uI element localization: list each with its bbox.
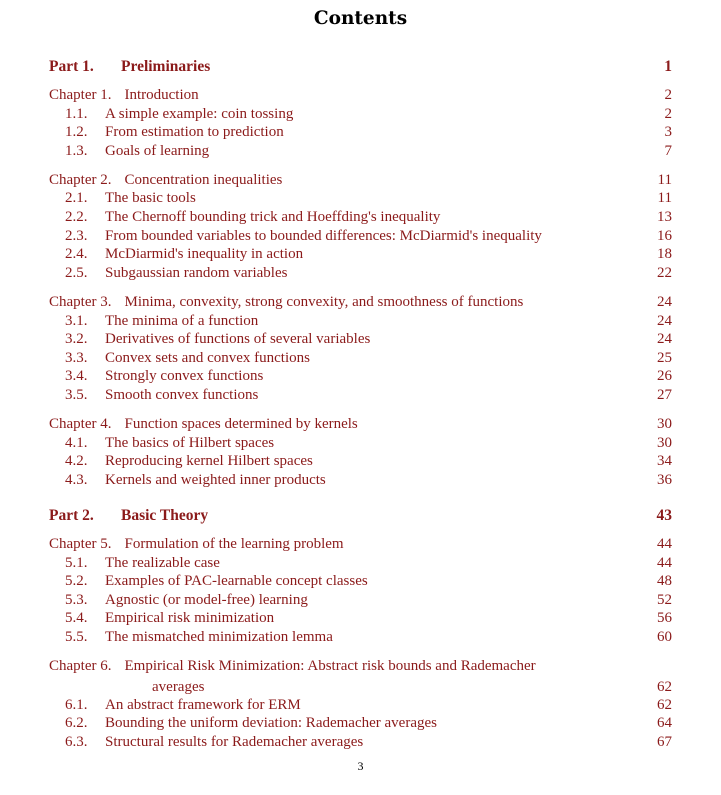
toc-section[interactable]: [49, 573, 672, 590]
toc-section[interactable]: [49, 190, 672, 207]
section-title: The basic tools: [105, 190, 196, 206]
section-number: 3.3.: [65, 350, 88, 366]
section-title: Reproducing kernel Hilbert spaces: [105, 453, 313, 469]
section-number: 3.1.: [65, 313, 88, 329]
section-page: 24: [657, 331, 672, 347]
toc-section[interactable]: [49, 106, 672, 123]
toc-section[interactable]: [49, 629, 672, 646]
section-page: 7: [664, 143, 672, 159]
toc-section[interactable]: [49, 143, 672, 160]
part-title: Preliminaries: [121, 58, 211, 75]
section-page: 26: [657, 368, 672, 384]
section-number: 2.5.: [65, 265, 88, 281]
section-page: 24: [657, 313, 672, 329]
section-page: 13: [657, 209, 672, 225]
chapter-title: Introduction: [124, 87, 199, 103]
part-page: 1: [664, 58, 672, 75]
section-number: 1.2.: [65, 124, 88, 140]
toc-part-1[interactable]: [49, 58, 672, 76]
section-number: 5.5.: [65, 629, 88, 645]
chapter-title: Minima, convexity, strong convexity, and smoothness of functions: [124, 294, 524, 310]
section-title: Subgaussian random variables: [105, 265, 288, 281]
chapter-title: Concentration inequalities: [124, 172, 283, 188]
toc-section[interactable]: [49, 472, 672, 489]
section-title: Agnostic (or model-free) learning: [105, 592, 308, 608]
section-number: 6.2.: [65, 715, 88, 731]
section-number: 4.3.: [65, 472, 88, 488]
section-title: The realizable case: [105, 555, 220, 571]
toc-section[interactable]: [49, 435, 672, 452]
section-title: The basics of Hilbert spaces: [105, 435, 275, 451]
section-number: 1.1.: [65, 106, 88, 122]
section-page: 27: [657, 387, 672, 403]
section-title: Strongly convex functions: [105, 368, 264, 384]
toc-section[interactable]: [49, 697, 672, 714]
toc-section[interactable]: [49, 209, 672, 226]
page-title: Contents: [313, 8, 408, 29]
section-number: 5.2.: [65, 573, 88, 589]
toc-section[interactable]: [49, 124, 672, 141]
chapter-label: Chapter 6.: [49, 658, 112, 674]
toc-section[interactable]: [49, 734, 672, 751]
section-number: 3.2.: [65, 331, 88, 347]
section-page: 56: [657, 610, 672, 626]
chapter-label: Chapter 4.: [49, 416, 112, 432]
toc-section[interactable]: [49, 453, 672, 470]
chapter-page: 2: [664, 87, 672, 103]
section-page: 34: [657, 453, 672, 469]
section-page: 64: [657, 715, 672, 731]
section-number: 6.1.: [65, 697, 88, 713]
section-page: 52: [657, 592, 672, 608]
part-label: Part 2.: [49, 507, 94, 524]
section-title: Bounding the uniform deviation: Rademacher averages: [105, 715, 437, 731]
section-title: Convex sets and convex functions: [105, 350, 310, 366]
chapter-page: 44: [657, 536, 672, 552]
chapter-page: 62: [657, 679, 672, 695]
toc-section[interactable]: [49, 592, 672, 609]
section-page: 25: [657, 350, 672, 366]
toc-chapter-6[interactable]: [49, 658, 672, 675]
section-page: 67: [657, 734, 672, 750]
part-page: 43: [656, 507, 672, 524]
section-number: 3.4.: [65, 368, 88, 384]
section-number: 2.2.: [65, 209, 88, 225]
toc-section[interactable]: [49, 246, 672, 263]
part-label: Part 1.: [49, 58, 94, 75]
section-title: An abstract framework for ERM: [105, 697, 301, 713]
section-page: 11: [657, 190, 672, 206]
section-title: Goals of learning: [105, 143, 210, 159]
section-title: A simple example: coin tossing: [105, 106, 294, 122]
section-page: 48: [657, 573, 672, 589]
section-number: 5.4.: [65, 610, 88, 626]
toc-section[interactable]: [49, 313, 672, 330]
toc-section[interactable]: [49, 715, 672, 732]
section-title: The minima of a function: [105, 313, 259, 329]
chapter-label: Chapter 2.: [49, 172, 112, 188]
chapter-page: 11: [657, 172, 672, 188]
section-number: 5.3.: [65, 592, 88, 608]
section-page: 2: [664, 106, 672, 122]
toc-chapter-3[interactable]: [49, 294, 672, 311]
section-number: 3.5.: [65, 387, 88, 403]
section-title: McDiarmid's inequality in action: [105, 246, 304, 262]
section-title: From estimation to prediction: [105, 124, 284, 140]
section-title: Derivatives of functions of several variables: [105, 331, 371, 347]
section-page: 44: [657, 555, 672, 571]
section-title: Structural results for Rademacher averages: [105, 734, 364, 750]
section-title: Examples of PAC-learnable concept classes: [105, 573, 368, 589]
chapter-page: 30: [657, 416, 672, 432]
section-page: 30: [657, 435, 672, 451]
section-number: 4.2.: [65, 453, 88, 469]
section-number: 2.4.: [65, 246, 88, 262]
toc-section[interactable]: [49, 368, 672, 385]
toc-section[interactable]: [49, 331, 672, 348]
section-page: 18: [657, 246, 672, 262]
page-number: 3: [357, 759, 364, 773]
section-page: 3: [664, 124, 672, 140]
toc-part-2[interactable]: [49, 507, 672, 525]
section-number: 5.1.: [65, 555, 88, 571]
section-page: 36: [657, 472, 672, 488]
section-number: 4.1.: [65, 435, 88, 451]
section-title: The Chernoff bounding trick and Hoeffding's inequality: [105, 209, 441, 225]
section-number: 2.3.: [65, 228, 88, 244]
toc-section[interactable]: [49, 228, 672, 245]
chapter-title: Function spaces determined by kernels: [124, 416, 358, 432]
toc-chapter-4[interactable]: [49, 416, 672, 433]
chapter-title-continuation: averages: [152, 679, 205, 695]
section-title: Kernels and weighted inner products: [105, 472, 326, 488]
part-title: Basic Theory: [121, 507, 209, 524]
section-number: 2.1.: [65, 190, 88, 206]
section-title: Empirical risk minimization: [105, 610, 275, 626]
section-page: 60: [657, 629, 672, 645]
section-page: 22: [657, 265, 672, 281]
toc-section[interactable]: [49, 555, 672, 572]
toc-section[interactable]: [49, 610, 672, 627]
section-page: 16: [657, 228, 672, 244]
section-number: 1.3.: [65, 143, 88, 159]
toc-section[interactable]: [49, 350, 672, 367]
chapter-title: Formulation of the learning problem: [124, 536, 344, 552]
chapter-label: Chapter 5.: [49, 536, 112, 552]
section-number: 6.3.: [65, 734, 88, 750]
chapter-label: Chapter 1.: [49, 87, 112, 103]
toc-chapter-1[interactable]: [49, 87, 672, 104]
toc-section[interactable]: [49, 387, 672, 404]
section-title: Smooth convex functions: [105, 387, 259, 403]
chapter-title: Empirical Risk Minimization: Abstract risk bounds and Rademacher: [124, 658, 536, 674]
section-title: The mismatched minimization lemma: [105, 629, 333, 645]
toc-chapter-5[interactable]: [49, 536, 672, 553]
section-title: From bounded variables to bounded differences: McDiarmid's inequality: [105, 228, 542, 244]
toc-section[interactable]: [49, 265, 672, 282]
chapter-page: 24: [657, 294, 672, 310]
chapter-label: Chapter 3.: [49, 294, 112, 310]
section-page: 62: [657, 697, 672, 713]
toc-chapter-2[interactable]: [49, 172, 672, 189]
